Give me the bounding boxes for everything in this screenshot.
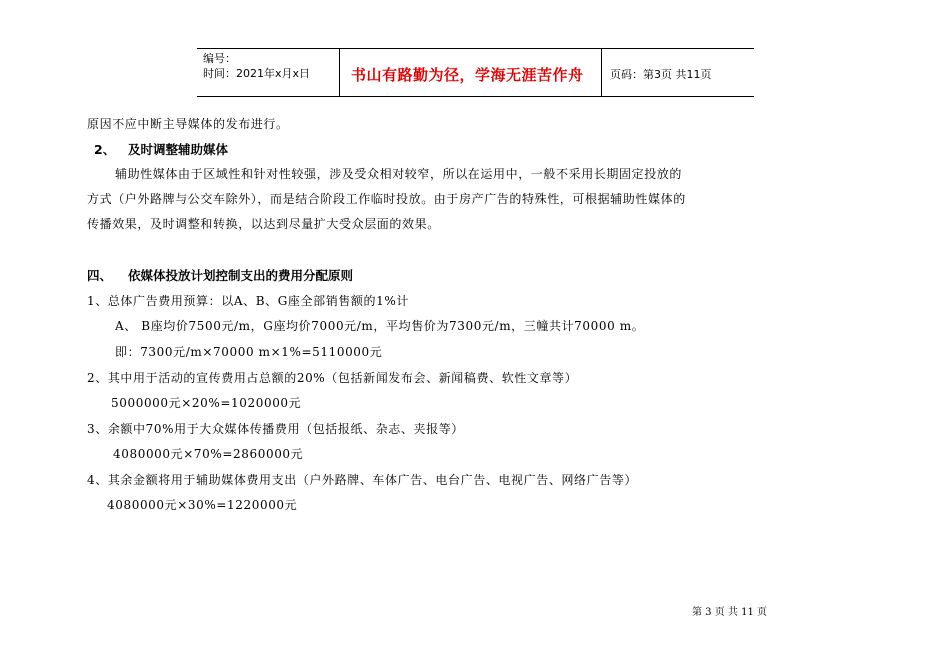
header-bottom-rule bbox=[197, 96, 754, 97]
motto: 书山有路勤为径，学海无涯苦作舟 bbox=[351, 66, 584, 84]
list-item-detail: 即：7300元/m×70000 m×1%=5110000元 bbox=[115, 345, 383, 359]
section-number: 2、 bbox=[94, 142, 116, 157]
time-label: 时间：2021年x月x日 bbox=[203, 67, 311, 80]
list-item: 4、其余金额将用于辅助媒体费用支出（户外路牌、车体广告、电台广告、电视广告、网络广告等） bbox=[87, 473, 638, 487]
section-number: 四、 bbox=[87, 268, 113, 283]
page-label: 页码：第3页 共11页 bbox=[610, 68, 712, 81]
paragraph-line: 辅助性媒体由于区域性和针对性较强，涉及受众相对较窄，所以在运用中，一般不采用长期固定投放的 bbox=[115, 167, 683, 181]
paragraph-line: 传播效果，及时调整和转换，以达到尽量扩大受众层面的效果。 bbox=[87, 217, 440, 231]
header-top-rule bbox=[197, 48, 754, 49]
list-item: 1、总体广告费用预算：以A、B、G座全部销售额的1%计 bbox=[87, 294, 409, 308]
list-item-detail: 4080000元×30%=1220000元 bbox=[107, 498, 298, 512]
list-item-detail: 5000000元×20%=1020000元 bbox=[111, 396, 302, 410]
section-heading: 及时调整辅助媒体 bbox=[128, 142, 229, 157]
list-item-detail: A、 B座均价7500元/m，G座均价7000元/m，平均售价为7300元/m，三幢共计70000 m。 bbox=[115, 319, 645, 333]
page-footer: 第 3 页 共 11 页 bbox=[692, 607, 767, 618]
header-divider-left bbox=[339, 48, 340, 97]
list-item: 2、其中用于活动的宣传费用占总额的20%（包括新闻发布会、新闻稿费、软性文章等） bbox=[87, 371, 578, 385]
paragraph-line: 方式（户外路牌与公交车除外），而是结合阶段工作临时投放。由于房产广告的特殊性，可根据辅助性媒体的 bbox=[87, 192, 686, 206]
list-item: 3、余额中70%用于大众媒体传播费用（包括报纸、杂志、夹报等） bbox=[87, 422, 464, 436]
paragraph-line: 原因不应中断主导媒体的发布进行。 bbox=[87, 117, 289, 131]
serial-label: 编号： bbox=[203, 52, 236, 65]
list-item-detail: 4080000元×70%=2860000元 bbox=[113, 447, 304, 461]
section-heading: 依媒体投放计划控制支出的费用分配原则 bbox=[128, 268, 354, 283]
header-divider-right bbox=[601, 48, 602, 97]
